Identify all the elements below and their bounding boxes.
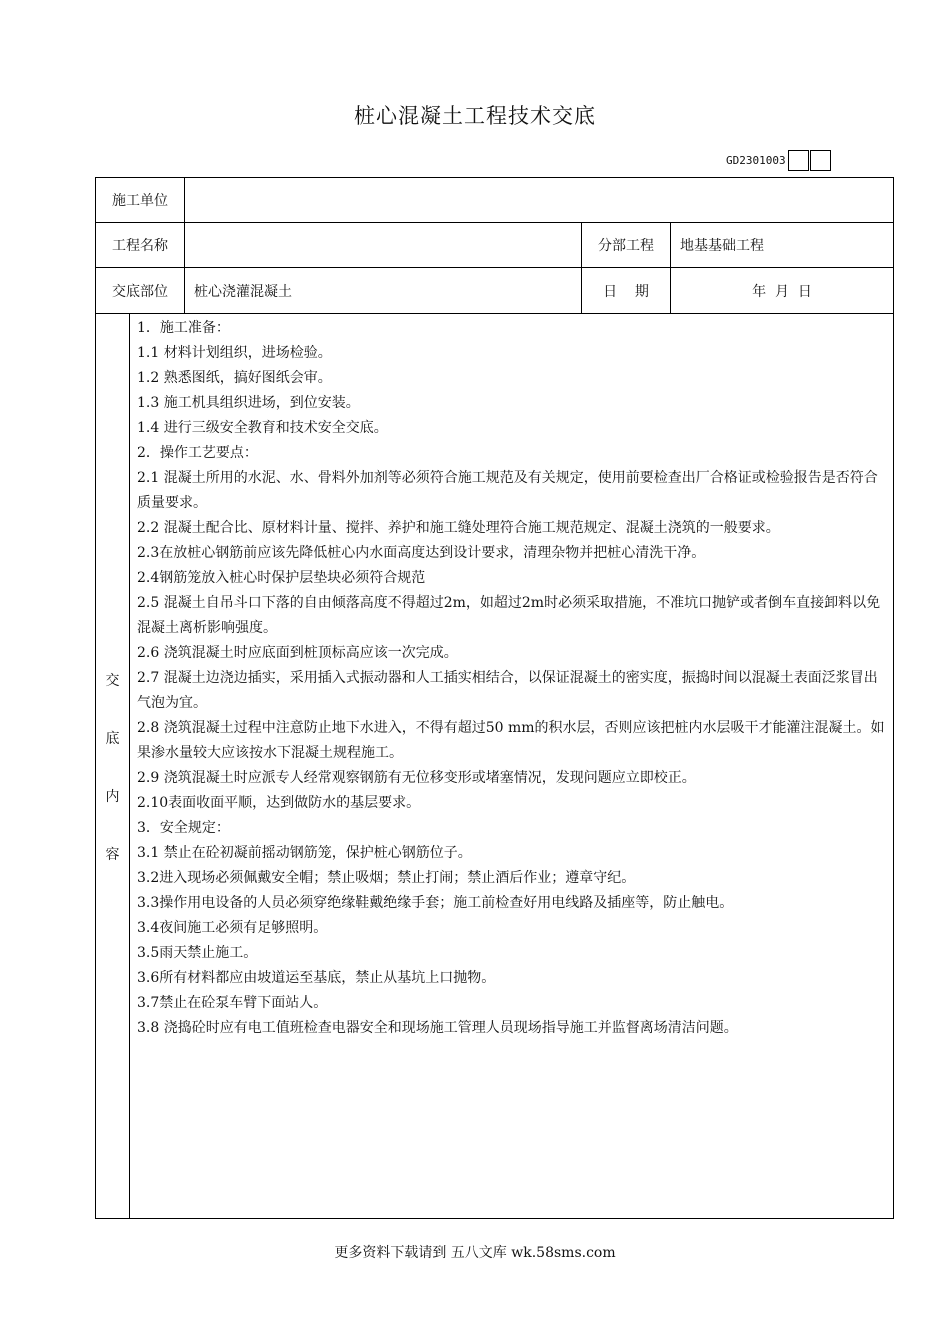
content-line: 3.7禁止在砼泵车臂下面站人。 [137, 995, 328, 1011]
content-line: 1.1 材料计划组织，进场检验。 [137, 345, 332, 361]
subproject-value: 地基基础工程 [680, 238, 764, 254]
content-line: 2.7 混凝土边浇边插实，采用插入式振动器和人工插实相结合，以保证混凝土的密实度，振捣时间以混凝土表面泛浆冒出气泡为宜。 [137, 670, 878, 711]
content-line: 3.5雨天禁止施工。 [137, 945, 258, 961]
content-line: 2.5 混凝土自吊斗口下落的自由倾落高度不得超过2m，如超过2m时必须采取措施，不准坑口抛铲或者倒车直接卸料以免混凝土离析影响强度。 [137, 595, 881, 636]
content-line: 3．安全规定： [137, 820, 230, 836]
disclosure-content [137, 316, 887, 1041]
date-value: 年 月 日 [752, 283, 812, 300]
content-line: 2.10表面收面平顺，达到做防水的基层要求。 [137, 795, 421, 811]
content-label-char-1: 交 [105, 672, 120, 689]
location-value: 桩心浇灌混凝土 [194, 283, 292, 300]
content-label-char-3: 内 [105, 788, 120, 805]
document-title: 桩心混凝土工程技术交底 [354, 104, 596, 128]
content-line: 3.1 禁止在砼初凝前摇动钢筋笼，保护桩心钢筋位子。 [137, 845, 472, 861]
project-value [194, 223, 574, 267]
col-divider-label [184, 178, 185, 313]
date-label: 日 期 [603, 283, 649, 300]
row-divider-3 [96, 313, 893, 314]
code-box-1 [788, 150, 809, 171]
code-box-2 [810, 150, 831, 171]
content-line: 2.6 浇筑混凝土时应底面到桩顶标高应该一次完成。 [137, 645, 458, 661]
content-side-label [96, 314, 129, 1219]
content-line: 3.6所有材料都应由坡道运至基底，禁止从基坑上口抛物。 [137, 970, 496, 986]
footer-link-text: 更多资料下载请到 五八文库 wk.58sms.com [334, 1245, 616, 1261]
disclosure-form [95, 177, 894, 1219]
content-line: 3.8 浇捣砼时应有电工值班检查电器安全和现场施工管理人员现场指导施工并监督离场清洁问题。 [137, 1020, 738, 1036]
content-line: 1．施工准备： [137, 320, 230, 336]
content-line: 2.8 浇筑混凝土过程中注意防止地下水进入，不得有超过50 mm的积水层，否则应该把桩内水层吸干才能灌注混凝土。如果渗水量较大应该按水下混凝土规程施工。 [137, 720, 885, 761]
content-line: 2.9 浇筑混凝土时应派专人经常观察钢筋有无位移变形或堵塞情况，发现问题应立即校正。 [137, 770, 696, 786]
content-line: 2.2 混凝土配合比、原材料计量、搅拌、养护和施工缝处理符合施工规范规定、混凝土浇筑的一般要求。 [137, 520, 780, 536]
document-code [726, 149, 831, 171]
content-line: 1.2 熟悉图纸，搞好图纸会审。 [137, 370, 332, 386]
location-label: 交底部位 [112, 283, 168, 300]
unit-value [194, 178, 884, 222]
project-label: 工程名称 [112, 238, 168, 254]
content-line: 2.1 混凝土所用的水泥、水、骨料外加剂等必须符合施工规范及有关规定，使用前要检查出厂合格证或检验报告是否符合质量要求。 [137, 470, 878, 511]
col-divider-content [129, 313, 130, 1219]
unit-label: 施工单位 [112, 193, 168, 209]
content-label-char-4: 容 [105, 846, 120, 863]
content-line: 2.3在放桩心钢筋前应该先降低桩心内水面高度达到设计要求，清理杂物并把桩心清洗干净。 [137, 545, 706, 561]
content-line: 3.4夜间施工必须有足够照明。 [137, 920, 328, 936]
content-line: 1.4 进行三级安全教育和技术安全交底。 [137, 420, 388, 436]
document-code-text: GD2301003 [726, 153, 786, 167]
subproject-label: 分部工程 [598, 238, 654, 254]
content-line: 1.3 施工机具组织进场，到位安装。 [137, 395, 360, 411]
content-line: 3.2进入现场必须佩戴安全帽；禁止吸烟；禁止打闹；禁止酒后作业；遵章守纪。 [137, 870, 636, 886]
content-label-char-2: 底 [105, 730, 120, 747]
content-line: 2．操作工艺要点： [137, 445, 258, 461]
content-line: 3.3操作用电设备的人员必须穿绝缘鞋戴绝缘手套；施工前检查好用电线路及插座等，防止触电。 [137, 895, 734, 911]
content-line: 2.4钢筋笼放入桩心时保护层垫块必须符合规范 [137, 570, 426, 586]
